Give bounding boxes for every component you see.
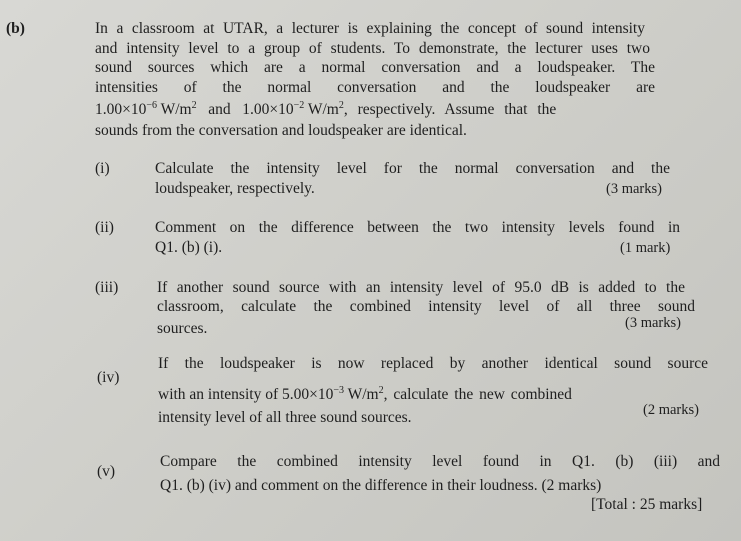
intensity-loudspeaker: $1.00\times 10^{-2}$ $W/m^2$: [242, 100, 344, 118]
intro-line-4: intensities of the normal conversation and the loudspeaker are: [95, 79, 655, 96]
question-iv-line-2: with an intensity of $5.00\times 10^{-3}$ $W/m^2$, calculate the new combined: [158, 385, 572, 403]
question-iii-line-3: sources.: [157, 320, 208, 337]
part-b-label: (b): [6, 20, 25, 37]
intro-line-2: and intensity level to a group of students. To demonstrate, the lecturer uses two: [95, 40, 650, 57]
intensity-new-loudspeaker: $5.00\times 10^{-3}$ $W/m^2$: [282, 385, 384, 403]
question-iv-line-1: If the loudspeaker is now replaced by another identical sound source: [158, 355, 708, 372]
question-ii-line-1: Comment on the difference between the two intensity levels found in: [155, 219, 680, 236]
question-iii-marks: (3 marks): [625, 315, 681, 331]
question-i-line-2: loudspeaker, respectively.: [155, 180, 315, 197]
question-ii-line-2: Q1. (b) (i).: [155, 239, 223, 256]
question-i-label: (i): [95, 160, 110, 177]
question-iii-line-2: classroom, calculate the combined intensity level of all three sound: [157, 298, 695, 315]
question-v-line-1: Compare the combined intensity level found in Q1. (b) (iii) and: [160, 453, 720, 470]
and-word: and: [208, 101, 231, 118]
intro-line-6: sounds from the conversation and loudspeaker are identical.: [95, 122, 467, 139]
question-iv-label: (iv): [97, 369, 120, 386]
question-i-line-1: Calculate the intensity level for the normal conversation and the: [155, 160, 670, 177]
question-ii-marks: (1 mark): [620, 240, 671, 256]
total-marks: [Total : 25 marks]: [591, 496, 703, 513]
question-iii-label: (iii): [95, 279, 119, 296]
question-v-line-2: Q1. (b) (iv) and comment on the difference in their loudness. (2 marks): [160, 477, 602, 494]
intro-line-5: [95, 101, 665, 119]
intro-line-3: sound sources which are a normal conversation and a loudspeaker. The: [95, 59, 655, 76]
intro-line-5-tail: , respectively. Assume that the: [343, 101, 557, 118]
question-iii-line-1: If another sound source with an intensity level of 95.0 dB is added to the: [157, 279, 685, 296]
question-iv-marks: (2 marks): [643, 402, 699, 418]
intensity-conversation: $1.00\times 10^{-6}$ $W/m^2$: [95, 100, 197, 118]
intro-line-1: In a classroom at UTAR, a lecturer is explaining the concept of sound intensity: [95, 20, 645, 37]
question-ii-label: (ii): [95, 219, 114, 236]
question-v-label: (v): [97, 463, 116, 480]
question-i-marks: (3 marks): [606, 181, 662, 197]
question-iv-line-3: intensity level of all three sound sources.: [158, 409, 412, 426]
